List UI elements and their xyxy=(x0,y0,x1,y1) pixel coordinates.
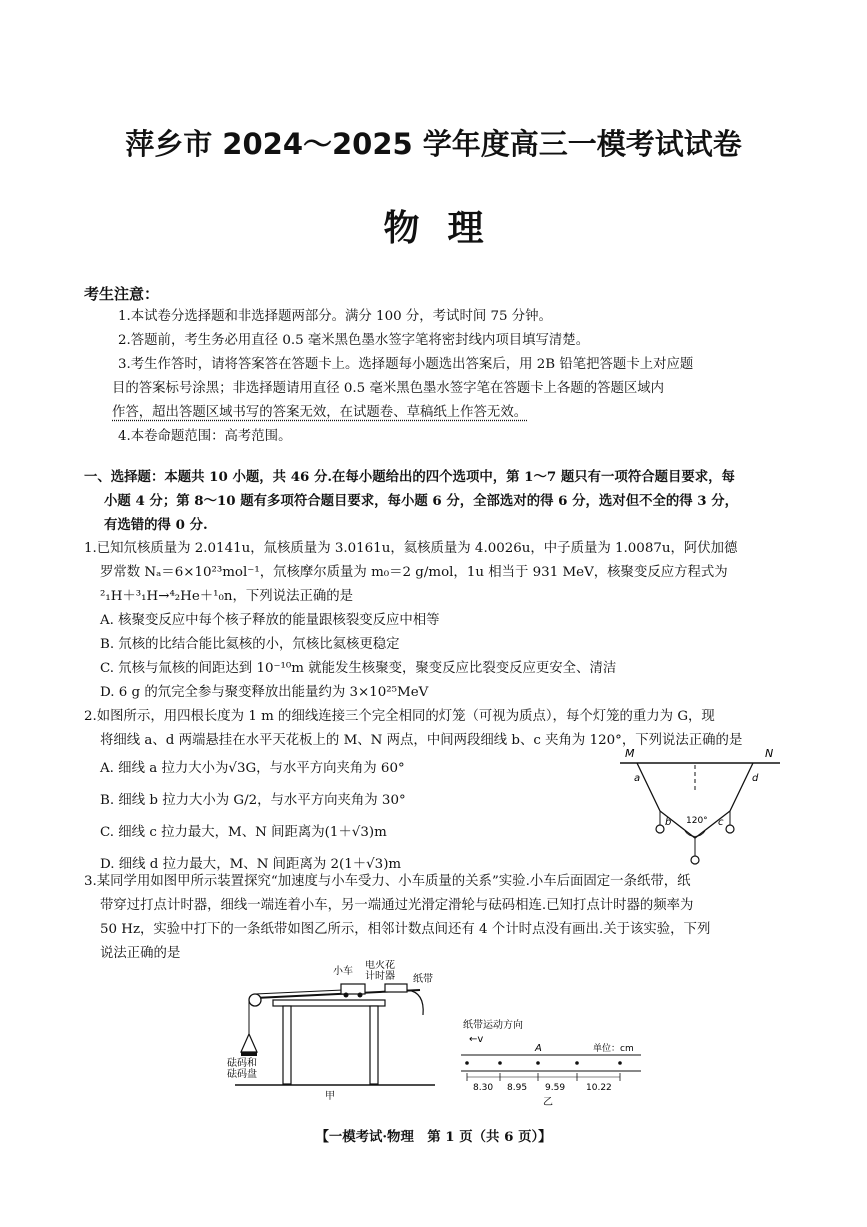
subject-title: 物理 xyxy=(383,208,512,249)
spacing-label: 8.95 xyxy=(507,1083,528,1093)
question-3 xyxy=(84,870,784,966)
tape-dot xyxy=(498,1061,502,1065)
table-top xyxy=(273,1000,385,1006)
timer-label: 计时器 xyxy=(365,971,395,982)
car xyxy=(341,984,365,994)
weight-hanger xyxy=(241,1034,257,1052)
option-a: A. 核聚变反应中每个核子释放的能量跟核裂变反应中相等 xyxy=(100,613,440,628)
notice-item: 4.本卷命题范围：高考范围。 xyxy=(118,429,292,444)
point-a-label: A xyxy=(535,1043,542,1054)
question-stem: 将细线 a、d 两端悬挂在水平天花板上的 M、N 两点，中间两段细线 b、c 夹角为 120°，下列说法正确的是 xyxy=(100,733,743,748)
tape-figure xyxy=(455,1015,645,1110)
option-a: A. 细线 a 拉力大小为√3G，与水平方向夹角为 60° xyxy=(100,761,405,776)
section-instructions xyxy=(84,465,784,537)
section-line: 小题 4 分；第 8～10 题有多项符合题目要求，每小题 6 分，全部选对的得 6 分，选对但不全的得 3 分， xyxy=(104,493,739,509)
weight-label: 砝码和 xyxy=(227,1058,257,1069)
unit-label: 单位：cm xyxy=(593,1044,634,1054)
label-angle: 120° xyxy=(686,816,708,826)
lantern-right xyxy=(726,825,734,833)
car-wheel xyxy=(358,993,363,998)
notice-item: 3.考生作答时，请将答案答在答题卡上。选择题每小题选出答案后，用 2B 铅笔把答题卡上对应题 xyxy=(118,357,694,372)
figure-caption-jia: 甲 xyxy=(325,1091,335,1100)
tape-dot xyxy=(575,1061,579,1065)
timer-label: 电火花 xyxy=(365,960,395,971)
tape-label: 纸带 xyxy=(413,974,433,985)
notice-list xyxy=(112,305,788,449)
question-stem: 说法正确的是 xyxy=(100,946,181,961)
lantern-middle xyxy=(691,856,699,864)
question-stem: 罗常数 Nₐ＝6×10²³mol⁻¹，氘核摩尔质量为 m₀＝2 g/mol，1u 相当于 931 MeV，核聚变反应方程式为 xyxy=(100,565,728,580)
option-c: C. 细线 c 拉力最大，M、N 间距离为(1＋√3)m xyxy=(100,825,387,840)
figure-caption-yi: 乙 xyxy=(543,1097,553,1108)
car-wheel xyxy=(344,993,349,998)
label-c: c xyxy=(718,817,724,828)
label-b: b xyxy=(665,817,672,828)
car-label: 小车 xyxy=(333,966,353,977)
direction-arrow: ←v xyxy=(469,1034,484,1045)
notice-item: 目的答案标号涂黑；非选择题请用直径 0.5 毫米黑色墨水签字笔在答题卡上各题的答题区域内 xyxy=(112,381,665,396)
notice-item: 作答，超出答题区域书写的答案无效，在试题卷、草稿纸上作答无效。 xyxy=(112,405,528,420)
tape-dot xyxy=(465,1061,469,1065)
question-stem: ²₁H＋³₁H→⁴₂He＋¹₀n，下列说法正确的是 xyxy=(100,589,354,604)
option-b: B. 细线 b 拉力大小为 G/2，与水平方向夹角为 30° xyxy=(100,793,406,808)
question-2-options xyxy=(100,753,600,881)
notice-heading: 考生注意： xyxy=(84,285,160,303)
label-d: d xyxy=(752,773,759,784)
weight-pan xyxy=(241,1052,257,1056)
question-stem: 3.某同学用如图甲所示装置探究“加速度与小车受力、小车质量的关系”实验.小车后面固定一条纸带，纸 xyxy=(84,874,691,889)
option-b: B. 氘核的比结合能比氦核的小，氘核比氦核更稳定 xyxy=(100,637,400,652)
pulley xyxy=(249,994,261,1006)
direction-label: 纸带运动方向 xyxy=(463,1020,523,1031)
section-line: 一、选择题：本题共 10 小题，共 46 分.在每小题给出的四个选项中，第 1～7 题只有一项符合题目要求，每 xyxy=(84,469,735,485)
tape-line xyxy=(407,990,423,1015)
spacing-label: 8.30 xyxy=(473,1083,494,1093)
apparatus-figure xyxy=(225,960,440,1100)
notice-item: 2.答题前，考生务必用直径 0.5 毫米黑色墨水签字笔将密封线内项目填写清楚。 xyxy=(118,333,590,348)
question-stem: 50 Hz，实验中打下的一条纸带如图乙所示，相邻计数点间还有 4 个计时点没有画出.关于该实验，下列 xyxy=(100,922,711,937)
exam-title: 萍乡市 2024～2025 学年度高三一模考试试卷 xyxy=(125,127,742,161)
question-1 xyxy=(84,537,784,705)
spacing-label: 10.22 xyxy=(586,1083,612,1093)
option-d: D. 6 g 的氘完全参与聚变释放出能量约为 3×10²⁵MeV xyxy=(100,685,429,700)
timer xyxy=(385,984,407,992)
tape-dot xyxy=(618,1061,622,1065)
lantern-left xyxy=(656,825,664,833)
notice-item: 1.本试卷分选择题和非选择题两部分。满分 100 分，考试时间 75 分钟。 xyxy=(118,309,552,324)
tape-dot xyxy=(536,1061,540,1065)
question-stem: 2.如图所示，用四根长度为 1 m 的细线连接三个完全相同的灯笼（可视为质点），每个灯笼的重力为 G，现 xyxy=(84,709,715,724)
label-a: a xyxy=(634,773,641,784)
label-m: M xyxy=(625,747,635,760)
option-c: C. 氘核与氚核的间距达到 10⁻¹⁰m 就能发生核聚变，聚变反应比裂变反应更安全、清洁 xyxy=(100,661,617,676)
question-stem: 带穿过打点计时器，细线一端连着小车，另一端通过光滑定滑轮与砝码相连.已知打点计时器的频率为 xyxy=(100,898,694,913)
table-leg-right xyxy=(370,1006,378,1084)
question-stem: 1.已知氘核质量为 2.0141u，氚核质量为 3.0161u，氦核质量为 4.0026u，中子质量为 1.0087u，阿伏加德 xyxy=(84,541,738,556)
lantern-figure xyxy=(615,743,785,873)
label-n: N xyxy=(765,747,774,760)
table-leg-left xyxy=(283,1006,291,1084)
page-footer: 【一模考试·物理 第 1 页（共 6 页）】 xyxy=(315,1129,552,1145)
section-line: 有选错的得 0 分. xyxy=(104,517,208,533)
option-d: D. 细线 d 拉力最大，M、N 间距离为 2(1＋√3)m xyxy=(100,857,402,872)
spacing-label: 9.59 xyxy=(545,1083,566,1093)
weight-label: 砝码盘 xyxy=(227,1069,257,1080)
